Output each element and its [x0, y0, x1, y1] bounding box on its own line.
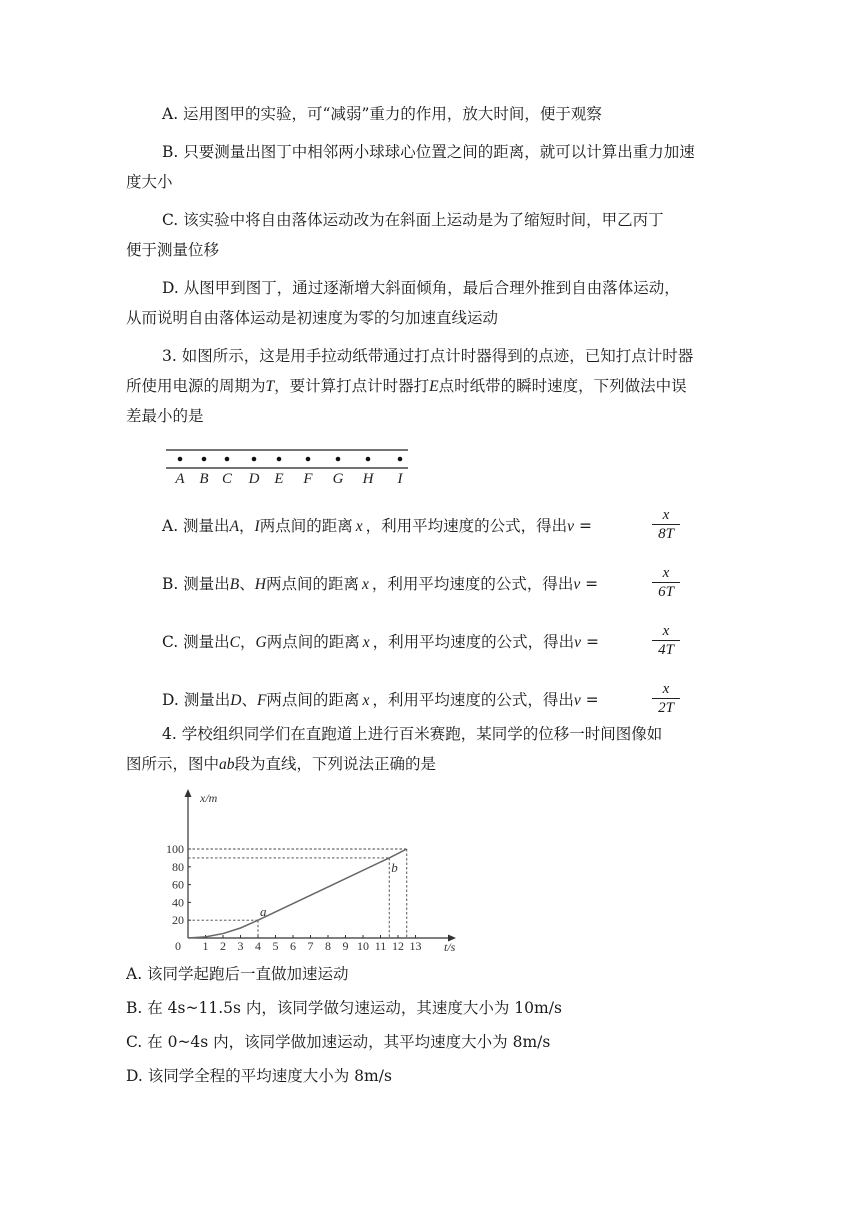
fraction-numerator: x: [662, 681, 670, 697]
tape-point-label: A: [175, 471, 185, 487]
tape-dot: [252, 457, 257, 462]
tape-point-label: E: [274, 471, 284, 487]
x-tick-label: 13: [409, 939, 422, 953]
fraction-denominator: 4T: [658, 642, 674, 658]
q3-stem-line3: 差最小的是: [126, 407, 204, 425]
y-tick-label: 40: [172, 895, 184, 910]
tape-dot: [202, 457, 207, 462]
point-label-a: a: [260, 904, 267, 920]
q2-option-a: A. 运用图甲的实验，可“减弱”重力的作用，放大时间，便于观察: [162, 105, 602, 123]
tape-point-label: D: [248, 471, 260, 487]
tape-point-label: H: [362, 471, 374, 487]
y-axis-label: x/m: [200, 791, 218, 805]
q2-option-b-line1: B. 只要测量出图丁中相邻两小球球心位置之间的距离，就可以计算出重力加速: [162, 143, 695, 161]
fraction-denominator: 8T: [658, 526, 674, 542]
q4-stem-line2: 图所示，图中ab段为直线，下列说法正确的是: [126, 755, 437, 773]
x-tick-label: 9: [342, 939, 349, 953]
x-tick-label: 3: [237, 939, 244, 953]
q2-option-d-line1: D. 从图甲到图丁，通过逐渐增大斜面倾角，最后合理外推到自由落体运动，: [162, 279, 680, 297]
x-tick-label: 12: [392, 939, 404, 953]
point-label-b: b: [391, 859, 398, 875]
x-tick-label: 7: [307, 939, 314, 953]
y-tick-label: 60: [172, 877, 184, 892]
y-axis-arrow: [185, 789, 192, 797]
fraction-denominator: 2T: [658, 700, 674, 716]
fraction-numerator: x: [662, 623, 670, 639]
x-tick-label: 5: [272, 939, 279, 953]
position-curve: [258, 858, 389, 920]
tape-dot: [306, 457, 311, 462]
fraction-numerator: x: [662, 565, 670, 581]
y-tick-label: 80: [172, 859, 184, 874]
paper-tape-figure: [160, 444, 420, 490]
x-tick-label: 1: [202, 939, 209, 953]
q3-option-b: B. 测量出B、H两点间的距离 x ，利用平均速度的公式，得出v =: [162, 575, 599, 593]
x-tick-label: 4: [255, 939, 261, 953]
x-tick-label: 11: [374, 939, 387, 953]
q3-option-c: C. 测量出C，G两点间的距离 x ，利用平均速度的公式，得出v =: [162, 633, 599, 651]
q2-option-c-line1: C. 该实验中将自由落体运动改为在斜面上运动是为了缩短时间，甲乙丙丁: [162, 211, 664, 229]
q2-option-c-line2: 便于测量位移: [126, 241, 220, 259]
tape-point-label: I: [397, 471, 403, 487]
q4-stem-line1: 4. 学校组织同学们在直跑道上进行百米赛跑，某同学的位移一时间图像如: [162, 725, 663, 743]
q3-stem-line1: 3. 如图所示，这是用手拉动纸带通过打点计时器得到的点迹，已知打点计时器: [162, 347, 694, 365]
fraction-numerator: x: [662, 507, 670, 523]
tape-point-label: B: [199, 471, 209, 487]
q3-stem-line2: 所使用电源的周期为T，要计算打点计时器打E点时纸带的瞬时速度，下列做法中误: [126, 377, 687, 395]
x-axis-label: t/s: [444, 940, 456, 954]
tape-dot: [277, 457, 282, 462]
x-tick-label: 6: [290, 939, 296, 953]
q4-option-b: B. 在 4s~11.5s 内，该同学做匀速运动，其速度大小为 10m/s: [126, 999, 562, 1017]
q4-option-c: C. 在 0~4s 内，该同学做加速运动，其平均速度大小为 8m/s: [126, 1033, 551, 1051]
fraction: [648, 680, 684, 717]
tape-dot: [398, 457, 403, 462]
tape-dot: [178, 457, 183, 462]
tape-dot: [366, 457, 371, 462]
x-tick-label: 2: [220, 939, 226, 953]
q2-option-d-line2: 从而说明自由落体运动是初速度为零的匀加速直线运动: [126, 309, 499, 327]
y-tick-label: 100: [166, 842, 184, 856]
tape-point-label: C: [221, 471, 233, 487]
fraction-denominator: 6T: [658, 584, 674, 600]
q3-option-d: D. 测量出D、F两点间的距离 x ，利用平均速度的公式，得出v =: [162, 691, 599, 709]
position-curve: [389, 849, 407, 858]
tape-dot: [225, 457, 230, 462]
q4-option-a: A. 该同学起跑后一直做加速运动: [126, 965, 349, 983]
tape-point-label: G: [332, 471, 344, 487]
y-tick-label: 20: [172, 913, 184, 928]
fraction: [648, 622, 684, 659]
q2-option-b-line2: 度大小: [126, 173, 173, 191]
x-tick-label: 10: [357, 939, 369, 953]
q3-option-a: A. 测量出A，I两点间的距离 x ，利用平均速度的公式，得出v =: [162, 517, 592, 535]
origin-label: 0: [175, 939, 181, 953]
position-time-graph: [160, 788, 470, 956]
tape-point-label: F: [303, 471, 313, 487]
q4-option-d: D. 该同学全程的平均速度大小为 8m/s: [126, 1067, 392, 1085]
fraction: [648, 506, 684, 543]
fraction: [648, 564, 684, 601]
tape-dot: [336, 457, 341, 462]
x-tick-label: 8: [325, 939, 331, 953]
